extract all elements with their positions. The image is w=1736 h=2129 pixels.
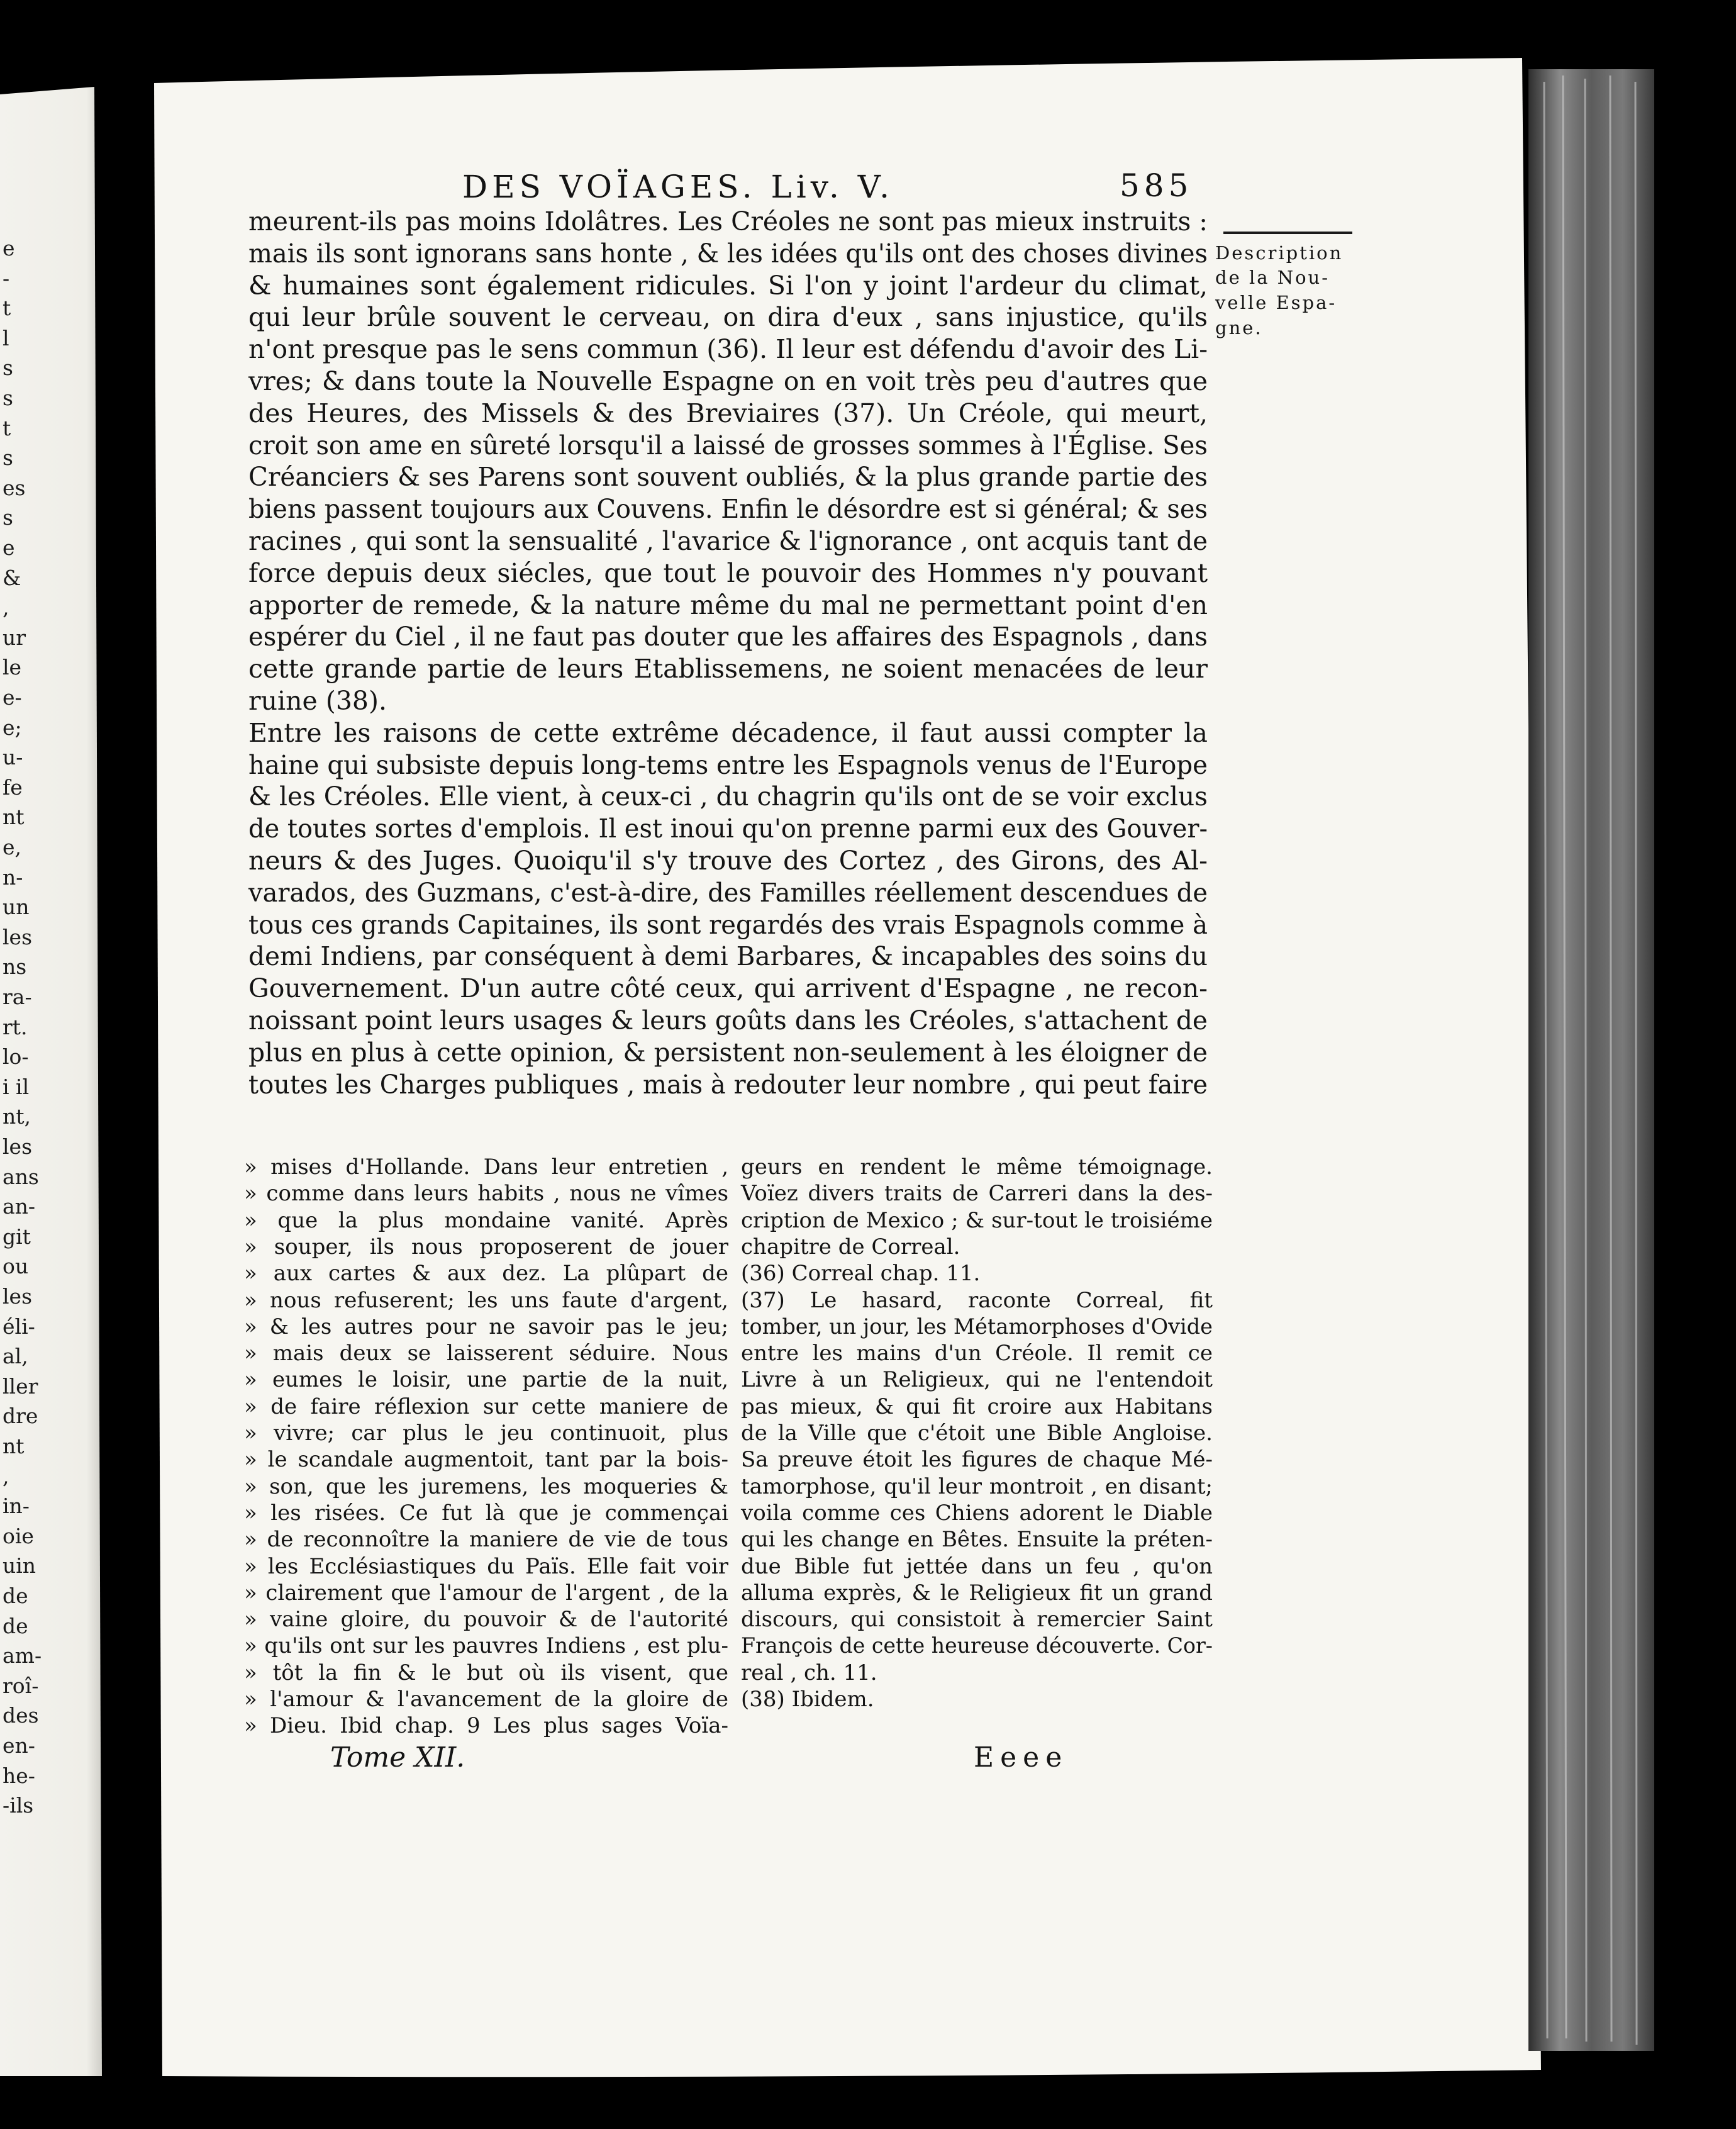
body-line: biens passent toujours aux Couvens. Enfin le désordre est si général; & ses [248, 494, 1208, 525]
body-line: qui leur brûle souvent le cerveau, on dira d'eux , sans injustice, qu'ils [248, 302, 1208, 333]
footnote-line: discours, qui consistoit à remercier Saint [741, 1607, 1213, 1633]
footnote-line: Sa preuve étoit les figures de chaque Mé- [741, 1447, 1213, 1473]
body-line: n'ont presque pas le sens commun (36). Il leur est défendu d'avoir des Li- [248, 334, 1208, 365]
previous-page-line: , [3, 1463, 9, 1489]
footnote-line: » le scandale augmentoit, tant par la bois- [244, 1447, 728, 1473]
previous-page-line: an- [3, 1194, 36, 1219]
body-line: demi Indiens, par conséquent à demi Barbares, & incapables des soins du [248, 941, 1208, 972]
footnote-line: cription de Mexico ; & sur-tout le troisiéme [741, 1207, 1213, 1233]
footnote-line: » souper, ils nous proposerent de jouer [244, 1234, 728, 1260]
footnote-line: » eumes le loisir, une partie de la nuit, [244, 1367, 729, 1393]
body-line: ruine (38). [248, 686, 387, 716]
body-line: des Heures, des Missels & des Breviaires (37). Un Créole, qui meurt, [248, 398, 1208, 428]
footnote-line: voila comme ces Chiens adorent le Diable [741, 1500, 1213, 1526]
previous-page-line: git [3, 1224, 31, 1249]
previous-page-line: ns [3, 954, 27, 980]
previous-page-line: ur [3, 625, 26, 650]
footnote-line: » les Ecclésiastiques du Païs. Elle fait voir [244, 1553, 729, 1579]
body-line: toutes les Charges publiques , mais à redouter leur nombre , qui peut faire [248, 1069, 1208, 1100]
previous-page-line: les [3, 1134, 33, 1159]
previous-page-line: es [3, 475, 26, 500]
footnote-line: real , ch. 11. [741, 1660, 877, 1685]
footnote-line: » vivre; car plus le jeu continuoit, plus [244, 1421, 729, 1446]
previous-page-line: n- [3, 864, 23, 890]
body-line: Gouvernement. D'un autre côté ceux, qui arrivent d'Espagne , ne recon- [248, 973, 1208, 1004]
body-line: apporter de remede, & la nature même du mal ne permettant point d'en [248, 590, 1208, 620]
previous-page-line: s [3, 355, 13, 381]
footnote-line: qui les change en Bêtes. Ensuite la préten- [741, 1527, 1213, 1553]
footnote-line: » de faire réflexion sur cette maniere de [244, 1394, 728, 1419]
previous-page-line: i il [3, 1074, 30, 1099]
footnote-line: » les risées. Ce fut là que je commençai [244, 1500, 728, 1526]
margin-note-line: de la Nou- [1215, 267, 1330, 288]
previous-page-line: fe [3, 774, 23, 800]
body-line: Créanciers & ses Parens sont souvent oubliés, & la plus grande partie des [248, 462, 1208, 493]
previous-page-line: & [3, 565, 21, 590]
previous-page-line: s [3, 505, 13, 530]
footnote-line: » Dieu. Ibid chap. 9 Les plus sages Voïa- [244, 1713, 728, 1739]
previous-page-line: e [3, 535, 15, 560]
previous-page-line: de [3, 1613, 28, 1638]
previous-page-line: nt [3, 1434, 25, 1458]
previous-page-line: ra- [3, 985, 32, 1009]
previous-page-line: le [3, 655, 22, 680]
previous-page-line: in- [3, 1494, 30, 1519]
footnote-line: pas mieux, & qui fit croire aux Habitans [741, 1394, 1213, 1419]
previous-page-line: rt. [3, 1014, 28, 1039]
footnote-line: » que la plus mondaine vanité. Après [244, 1207, 728, 1233]
previous-page-line: e- [3, 685, 22, 710]
previous-page-line: e; [3, 715, 22, 740]
previous-page-line: e [3, 236, 15, 260]
signature-mark: Eeee [974, 1741, 1069, 1774]
previous-page-line: al, [3, 1344, 28, 1369]
body-line: noissant point leurs usages & leurs goûts dans les Créoles, s'attachent de [248, 1005, 1208, 1036]
previous-page-line: un [3, 895, 30, 920]
margin-note-line: velle Espa- [1215, 292, 1337, 313]
margin-note-line: Description [1215, 242, 1344, 264]
footnote-line: chapitre de Correal. [741, 1234, 960, 1260]
body-line: cette grande partie de leurs Etablissemens, ne soient menacées de leur [248, 654, 1208, 685]
previous-page-line: les [3, 924, 33, 949]
footnote-line: de la Ville que c'étoit une Bible Angloise. [741, 1421, 1213, 1446]
previous-page-line: - [3, 265, 10, 291]
previous-page-line: en- [3, 1733, 35, 1758]
footnote-line: tomber, un jour, les Métamorphoses d'Ovide [741, 1314, 1213, 1339]
previous-page-line: -ils [3, 1793, 34, 1818]
body-line: plus en plus à cette opinion, & persistent non-seulement à les éloigner de [248, 1037, 1208, 1068]
previous-page-line: u- [3, 745, 23, 770]
body-line: force depuis deux siécles, que tout le pouvoir des Hommes n'y pouvant [248, 557, 1208, 588]
body-line: meurent-ils pas moins Idolâtres. Les Créoles ne sont pas mieux instruits : [248, 206, 1208, 237]
footnote-line: Voïez divers traits de Carreri dans la des- [741, 1181, 1213, 1207]
footnote-line: » mises d'Hollande. Dans leur entretien , [244, 1154, 729, 1180]
footnote-line: » de reconnoître la maniere de vie de tous [244, 1527, 729, 1553]
previous-page-line: uin [3, 1553, 36, 1579]
previous-page-line: t [3, 296, 11, 321]
body-line: neurs & des Juges. Quoiqu'il s'y trouve des Cortez , des Girons, des Al- [248, 846, 1208, 876]
footnote-line: » aux cartes & aux dez. La plûpart de [244, 1261, 728, 1287]
footnote-line: tamorphose, qu'il leur montroit , en disant; [741, 1473, 1213, 1499]
footnote-line: » comme dans leurs habits , nous ne vîmes [244, 1181, 729, 1207]
footnote-line: » son, que les juremens, les moqueries & [244, 1473, 729, 1499]
previous-page-line: ans [3, 1164, 39, 1189]
margin-note-line: gne. [1215, 317, 1263, 338]
footnote-line: (37) Le hasard, raconte Correal, fit [741, 1287, 1213, 1313]
volume-label: Tome XII. [330, 1741, 465, 1774]
previous-page-line: s [3, 445, 13, 471]
page-number: 585 [1120, 167, 1193, 204]
previous-page-line: he- [3, 1763, 35, 1788]
previous-page-line: ller [3, 1373, 38, 1399]
previous-page-line: ou [3, 1254, 29, 1279]
footnote-line: » mais deux se laisserent séduire. Nous [244, 1341, 728, 1366]
footnote-line: » l'amour & l'avancement de la gloire de [244, 1687, 728, 1712]
footnote-line: alluma exprès, & le Religieux fit un grand [741, 1580, 1213, 1606]
body-line: de toutes sortes d'emplois. Il est inoui qu'on prenne parmi eux des Gouver- [248, 813, 1208, 844]
body-line: Entre les raisons de cette extrême décadence, il faut aussi compter la [248, 717, 1208, 748]
body-line: mais ils sont ignorans sans honte , & les idées qu'ils ont des choses divines [248, 238, 1208, 269]
body-line: croit son ame en sûreté lorsqu'il a laissé de grosses sommes à l'Église. Ses [248, 430, 1208, 461]
footnote-line: (36) Correal chap. 11. [741, 1261, 981, 1287]
previous-page-line: des [3, 1703, 39, 1728]
body-line: tous ces grands Capitaines, ils sont regardés des vrais Espagnols comme à [248, 909, 1208, 940]
footnote-line: » tôt la fin & le but où ils visent, que [244, 1660, 728, 1685]
previous-page-line: s [3, 386, 13, 410]
previous-page-line: t [3, 415, 11, 440]
previous-page-line: lo- [3, 1044, 29, 1070]
body-line: haine qui subsiste depuis long-tems entre les Espagnols venus de l'Europe [248, 749, 1208, 780]
footnote-line: » vaine gloire, du pouvoir & de l'autorité [244, 1607, 728, 1633]
running-title: DES VOÏAGES. Liv. V. [462, 169, 894, 205]
previous-page-line: dre [3, 1404, 38, 1429]
footnote-line: (38) Ibidem. [741, 1687, 874, 1712]
footnote-line: » clairement que l'amour de l'argent , de la [244, 1580, 728, 1606]
footnote-line: François de cette heureuse découverte. Cor- [741, 1633, 1213, 1659]
body-line: & humaines sont également ridicules. Si l'on y joint l'ardeur du climat, [248, 270, 1208, 301]
body-line: racines , qui sont la sensualité , l'avarice & l'ignorance , ont acquis tant de [248, 526, 1208, 556]
footnote-line: Livre à un Religieux, qui ne l'entendoit [741, 1367, 1213, 1393]
footnote-line: entre les mains d'un Créole. Il remit ce [741, 1341, 1213, 1366]
previous-page-line: nt [3, 805, 25, 830]
footnote-line: » qu'ils ont sur les pauvres Indiens , est plu- [244, 1633, 729, 1659]
body-line: varados, des Guzmans, c'est-à-dire, des Familles réellement descendues de [248, 877, 1208, 908]
previous-page-line: oie [3, 1523, 34, 1548]
body-line: vres; & dans toute la Nouvelle Espagne on en voit très peu d'autres que [248, 366, 1208, 396]
previous-page-line: , [3, 595, 9, 620]
previous-page-line: l [3, 325, 9, 350]
footnote-line: » & les autres pour ne savoir pas le jeu; [244, 1314, 729, 1339]
footnote-line: » nous refuserent; les uns faute d'argent, [244, 1287, 728, 1313]
previous-page-line: e, [3, 835, 22, 859]
body-line: espérer du Ciel , il ne faut pas douter que les affaires des Espagnols , dans [248, 622, 1208, 652]
previous-page-line: les [3, 1284, 33, 1309]
previous-page-line: am- [3, 1643, 42, 1668]
previous-page-line: roî- [3, 1673, 39, 1698]
footnote-line: geurs en rendent le même témoignage. [741, 1154, 1213, 1180]
footnote-line: due Bible fut jettée dans un feu , qu'on [741, 1553, 1213, 1579]
previous-page-line: de [3, 1584, 28, 1608]
previous-page-line: nt, [3, 1104, 31, 1129]
body-line: & les Créoles. Elle vient, à ceux-ci , du chagrin qu'ils ont de se voir exclus [248, 781, 1208, 812]
previous-page-line: éli- [3, 1314, 35, 1339]
